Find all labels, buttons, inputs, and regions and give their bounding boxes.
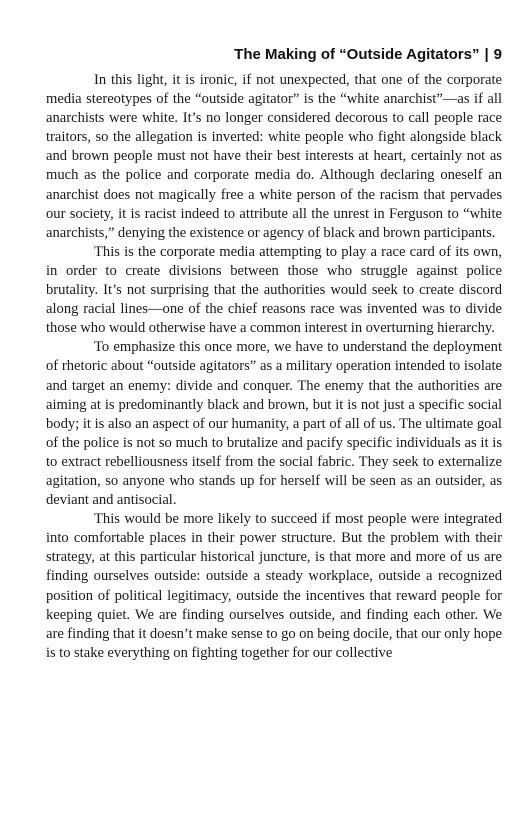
body-text	[46, 71, 502, 663]
running-header	[46, 46, 502, 68]
header-separator: |	[484, 46, 489, 63]
paragraph: This would be more likely to succeed if most people were integrated into comfortable places in their power structure. But the problem with their strategy, at this particular historical juncture, is that more and more of us are finding ourselves outside: outside a steady workplace, outside a recognized position of political legitimacy, outside the incentives that reward people for keeping quiet. We are finding ourselves outside, and finding each other. We are finding that it doesn’t make sense to go on being docile, that our only hope is to stake everything on fighting together for our collective	[46, 511, 502, 661]
book-page	[46, 46, 502, 663]
page-number: 9	[493, 46, 502, 63]
paragraph: This is the corporate media attempting to play a race card of its own, in order to create divisions between those who struggle against police brutality. It’s not surprising that the authorities would seek to create discord along racial lines—one of the chief reasons race was invented was to divide those who would otherwise have a common interest in overturning hierarchy.	[46, 243, 502, 337]
chapter-title: The Making of “Outside Agitators”	[234, 46, 480, 63]
paragraph: In this light, it is ironic, if not unexpected, that one of the corporate media stereotypes of the “outside agitator” is the “white anarchist”—as if all anarchists were white. It’s no longer considered decorous to call people race traitors, so the allegation is inverted: white people who fight alongside black and brown people must not have their best interests at heart, certainly not as much as the police and corporate media do. Although declaring oneself an anarchist does not magically free a white person of the racism that pervades our society, it is racist indeed to attribute all the unrest in Ferguson to “white anarchists,” denying the existence or agency of black and brown participants.	[46, 72, 502, 241]
paragraph: To emphasize this once more, we have to understand the deployment of rhetoric about “outside agitators” as a military operation intended to isolate and target an enemy: divide and conquer. The enemy that the authorities are aiming at is predominantly black and brown, but it is not just a specific social body; it is also an aspect of our humanity, a part of all of us. The ultimate goal of the police is not so much to brutalize and pacify specific individuals as it is to extract rebelliousness itself from the social fabric. They seek to externalize agitation, so anyone who stands up for herself will be seen as an outsider, as deviant and antisocial.	[46, 339, 502, 509]
